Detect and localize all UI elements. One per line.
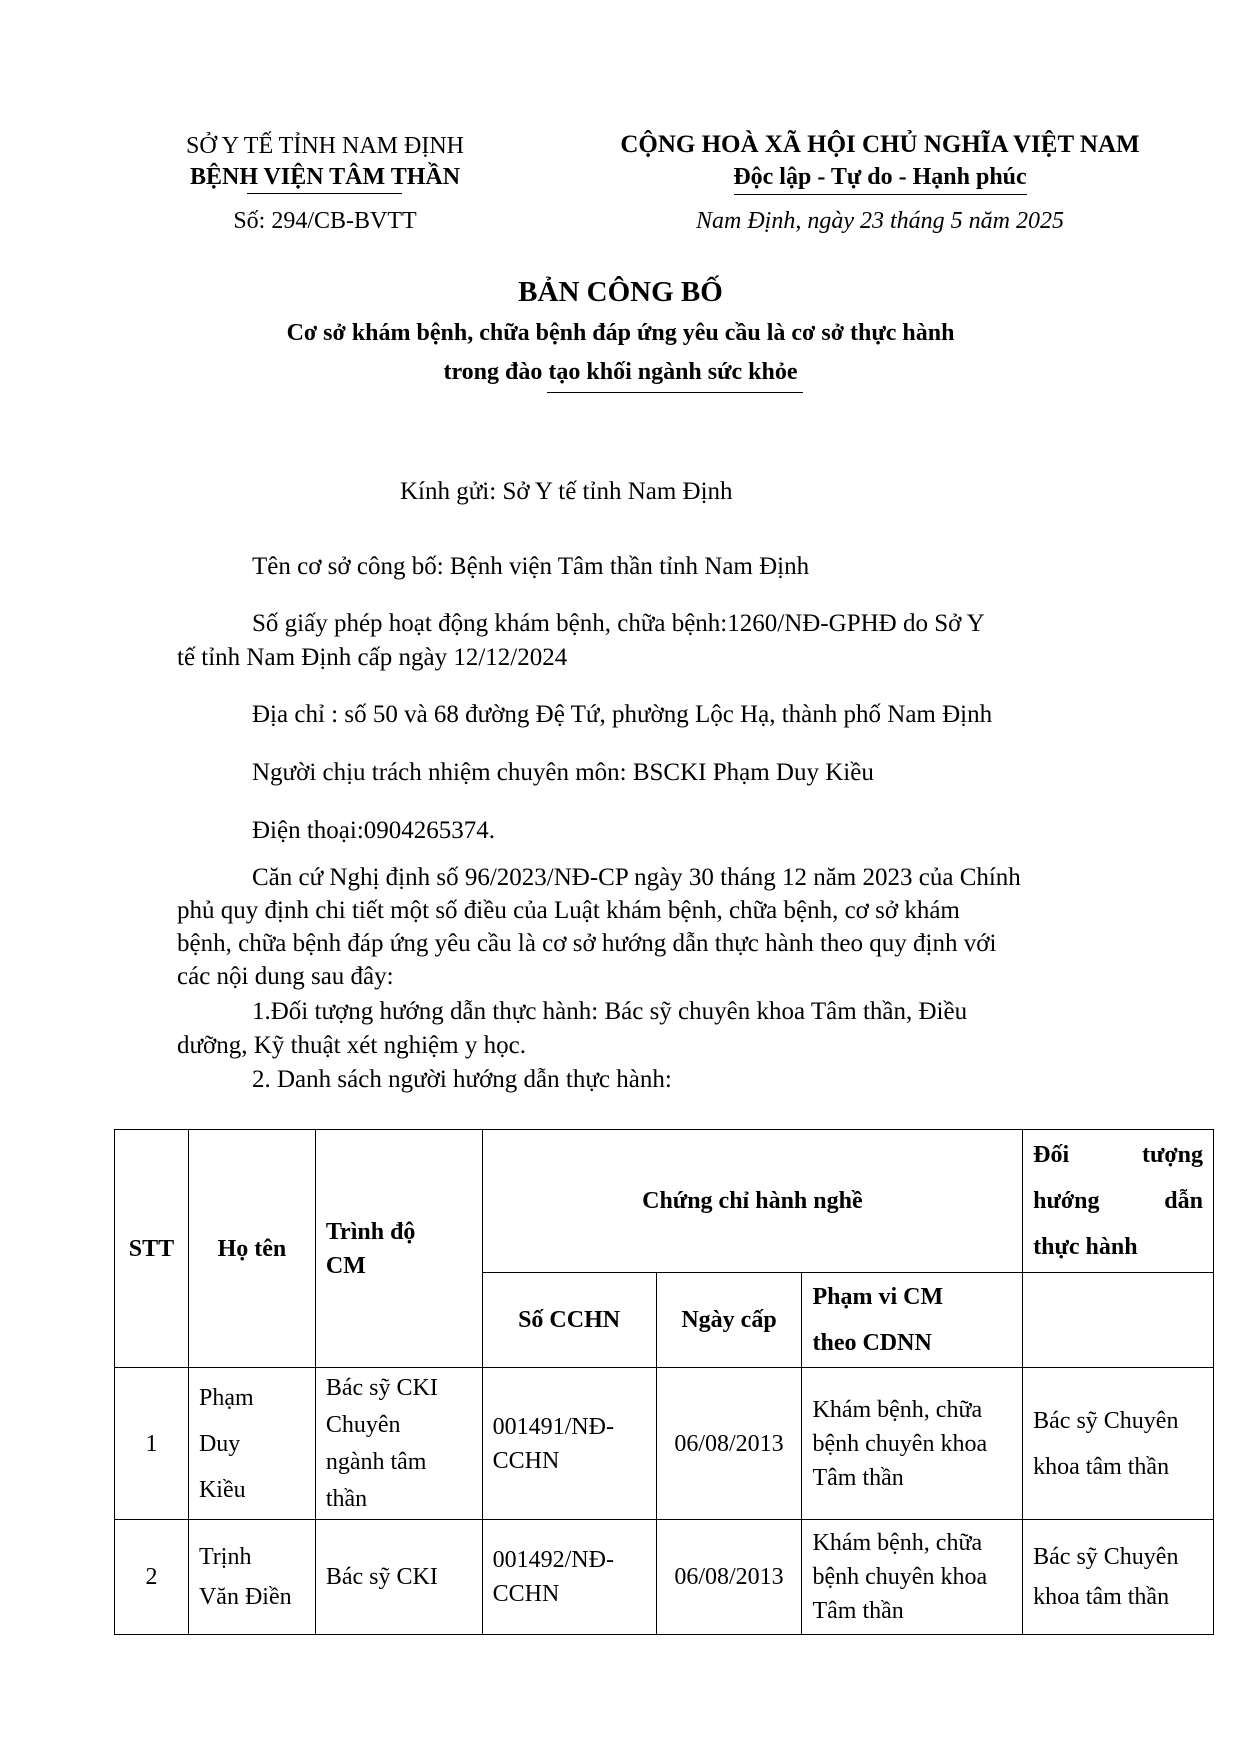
- cell-line: khoa tâm thần: [1033, 1584, 1170, 1610]
- header-target-word: dẫn: [1164, 1188, 1203, 1214]
- cell-target: [1023, 1368, 1214, 1520]
- basis-line4: các nội dung sau đây:: [177, 963, 394, 990]
- basis-line3: bệnh, chữa bệnh đáp ứng yêu cầu là cơ sở hướng dẫn thực hành theo quy định với: [177, 930, 997, 957]
- header-name: Họ tên: [188, 1130, 315, 1368]
- header-level-l2: CM: [325, 1252, 366, 1279]
- facility-name: Tên cơ sở công bố: Bệnh viện Tâm thần tỉnh Nam Định: [252, 553, 810, 580]
- cell-line: Văn Điền: [198, 1584, 292, 1610]
- document-subtitle-line1: Cơ sở khám bệnh, chữa bệnh đáp ứng yêu cầu là cơ sở thực hành: [286, 320, 955, 346]
- header-target-empty: [1023, 1273, 1214, 1368]
- recipient: Kính gửi: Sở Y tế tỉnh Nam Định: [400, 478, 733, 505]
- responsible-person: Người chịu trách nhiệm chuyên môn: BSCKI Phạm Duy Kiều: [252, 759, 874, 786]
- phone-number: Điện thoại:0904265374.: [252, 817, 496, 844]
- item1-line1: 1.Đối tượng hướng dẫn thực hành: Bác sỹ chuyên khoa Tâm thần, Điều: [252, 998, 968, 1025]
- document-number: Số: 294/CB-BVTT: [233, 208, 417, 234]
- facility-address: Địa chỉ : số 50 và 68 đường Đệ Tứ, phường Lộc Hạ, thành phố Nam Định: [252, 701, 993, 728]
- cell-name: [188, 1520, 315, 1635]
- cell-line: Tâm thần: [812, 1598, 904, 1624]
- header-target-word: Đối: [1033, 1142, 1070, 1168]
- cell-target: [1023, 1520, 1214, 1635]
- header-scope-l1: Phạm vi CM: [812, 1284, 944, 1310]
- header-scope: [802, 1273, 1023, 1368]
- cell-issue-date: 06/08/2013: [656, 1368, 802, 1520]
- document-title: BẢN CÔNG BỐ: [518, 276, 723, 308]
- cell-level: [315, 1368, 482, 1520]
- cell-cert-no: [482, 1520, 656, 1635]
- cell-line: Bác sỹ Chuyên: [1033, 1544, 1179, 1570]
- cell-cert-no: [482, 1368, 656, 1520]
- national-title: CỘNG HOÀ XÃ HỘI CHỦ NGHĨA VIỆT NAM: [620, 131, 1140, 158]
- motto-underline: [734, 194, 1027, 195]
- cell-line: Chuyên: [325, 1411, 401, 1438]
- cell-line: Kiều: [198, 1476, 246, 1503]
- issuer-hospital: BỆNH VIỆN TÂM THẦN: [189, 164, 461, 190]
- issuer-department: SỞ Y TẾ TỈNH NAM ĐỊNH: [186, 133, 464, 159]
- cell-line: thần: [325, 1485, 368, 1512]
- place-date: Nam Định, ngày 23 tháng 5 năm 2025: [696, 208, 1064, 234]
- cell-line: Khám bệnh, chữa: [812, 1530, 983, 1556]
- cell-line: Bác sỹ CKI: [325, 1564, 438, 1590]
- national-motto: Độc lập - Tự do - Hạnh phúc: [733, 164, 1027, 190]
- header-target-word: tượng: [1141, 1142, 1203, 1168]
- cell-line: ngành tâm: [325, 1448, 427, 1475]
- cell-name: [188, 1368, 315, 1520]
- cell-line: 001491/NĐ-: [492, 1413, 614, 1440]
- cell-line: Phạm: [198, 1384, 254, 1411]
- header-cert-no: Số CCHN: [482, 1273, 656, 1368]
- table-header-row: [115, 1130, 1214, 1273]
- cell-scope: [802, 1368, 1023, 1520]
- cell-line: Bác sỹ CKI: [325, 1374, 438, 1401]
- table-row: [115, 1368, 1214, 1520]
- license-line2: tế tỉnh Nam Định cấp ngày 12/12/2024: [177, 644, 568, 671]
- issuer-underline: [247, 193, 402, 194]
- document-subtitle-line2: trong đào tạo khối ngành sức khỏe: [443, 359, 798, 385]
- cell-issue-date: 06/08/2013: [656, 1520, 802, 1635]
- license-line1: Số giấy phép hoạt động khám bệnh, chữa bệnh:1260/NĐ-GPHĐ do Sở Y: [252, 610, 985, 637]
- cell-line: CCHN: [492, 1447, 560, 1474]
- header-level-l1: Trình độ: [325, 1218, 416, 1245]
- cell-stt: 1: [115, 1368, 189, 1520]
- cell-level: [315, 1520, 482, 1635]
- item1-line2: dưỡng, Kỹ thuật xét nghiệm y học.: [177, 1032, 526, 1059]
- cell-line: khoa tâm thần: [1033, 1453, 1170, 1480]
- header-level: [315, 1130, 482, 1368]
- item2-line: 2. Danh sách người hướng dẫn thực hành:: [252, 1066, 672, 1093]
- header-cert: Chứng chỉ hành nghề: [482, 1130, 1023, 1273]
- cell-line: bệnh chuyên khoa: [812, 1564, 988, 1590]
- table-row: [115, 1520, 1214, 1635]
- cell-line: bệnh chuyên khoa: [812, 1430, 988, 1457]
- cell-line: Duy: [198, 1430, 241, 1457]
- cell-stt: 2: [115, 1520, 189, 1635]
- cell-line: Trịnh: [198, 1544, 252, 1570]
- header-issue-date: Ngày cấp: [656, 1273, 802, 1368]
- header-target-word: thực hành: [1033, 1234, 1138, 1260]
- cell-line: CCHN: [492, 1581, 560, 1607]
- basis-line2: phủ quy định chi tiết một số điều của Luật khám bệnh, chữa bệnh, cơ sở khám: [177, 897, 960, 924]
- header-stt: STT: [115, 1130, 189, 1368]
- cell-line: Bác sỹ Chuyên: [1033, 1407, 1179, 1434]
- header-scope-l2: theo CDNN: [812, 1330, 932, 1356]
- header-target-word: hướng: [1033, 1188, 1100, 1214]
- cell-line: Tâm thần: [812, 1464, 904, 1491]
- instructor-table: [114, 1129, 1214, 1635]
- cell-line: Khám bệnh, chữa: [812, 1396, 983, 1423]
- cell-line: 001492/NĐ-: [492, 1547, 614, 1573]
- header-target: [1023, 1130, 1214, 1273]
- cell-scope: [802, 1520, 1023, 1635]
- title-underline: [547, 392, 803, 393]
- basis-line1: Căn cứ Nghị định số 96/2023/NĐ-CP ngày 30 tháng 12 năm 2023 của Chính: [252, 864, 1021, 891]
